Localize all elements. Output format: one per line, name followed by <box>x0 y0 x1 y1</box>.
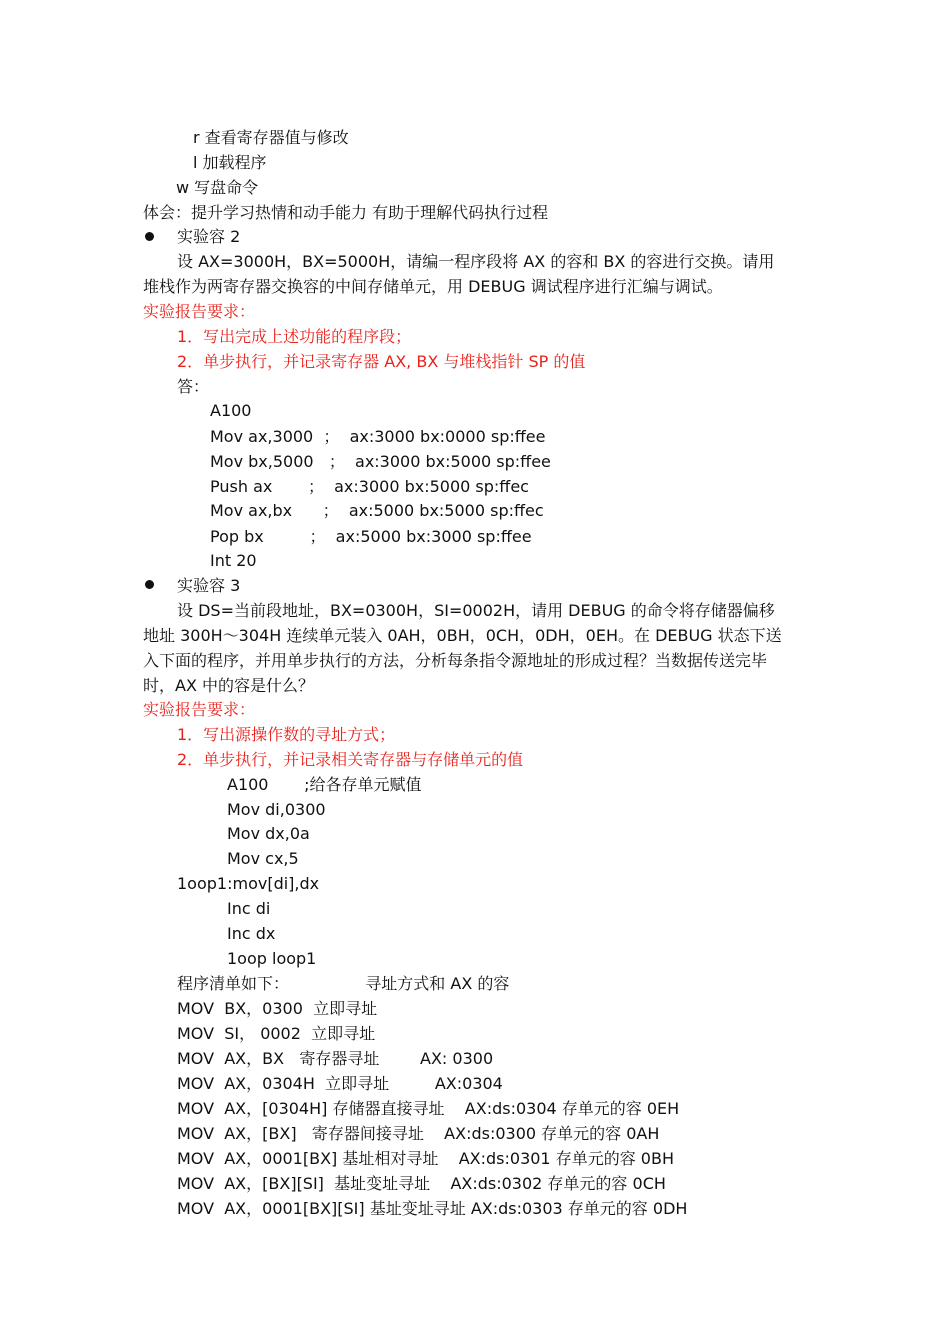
exp2-answer-label: 答： <box>177 377 210 396</box>
listing-row: MOV AX，BX 寄存器寻址 AX: 0300 <box>177 1049 494 1068</box>
listing-row: MOV AX，0304H 立即寻址 AX:0304 <box>177 1074 503 1093</box>
exp3-code-line: A100 ;给各存单元赋值 <box>227 775 422 794</box>
exp3-code-line: Mov di,0300 <box>227 800 326 819</box>
bullet-exp2 <box>145 232 154 241</box>
listing-row: MOV AX，[0304H] 存储器直接寻址 AX:ds:0304 存单元的容 0EH <box>177 1099 680 1118</box>
bullet-exp3 <box>145 580 154 589</box>
exp3-desc-4: 时，AX 中的容是什么？ <box>143 676 314 695</box>
exp3-title: 实验容 3 <box>177 576 241 595</box>
exp2-desc-1: 设 AX=3000H，BX=5000H，请编一程序段将 AX 的容和 BX 的容进行交换。请用 <box>177 252 775 271</box>
exp2-code-line: Mov ax,bx ； ax:5000 bx:5000 sp:ffec <box>210 501 544 520</box>
exp3-code-line: 1oop loop1 <box>227 949 317 968</box>
exp2-desc-2: 堆栈作为两寄存器交换容的中间存储单元，用 DEBUG 调试程序进行汇编与调试。 <box>143 277 723 296</box>
reflection-line: 体会：提升学习热情和动手能力 有助于理解代码执行过程 <box>143 203 549 222</box>
tool-r-line: r 查看寄存器值与修改 <box>193 128 349 147</box>
listing-row: MOV AX，[BX][SI] 基址变址寻址 AX:ds:0302 存单元的容 0CH <box>177 1174 666 1193</box>
exp3-code-line: Inc dx <box>227 924 276 943</box>
exp2-req-2: 2．单步执行，并记录寄存器 AX, BX 与堆栈指针 SP 的值 <box>177 352 586 371</box>
listing-row: MOV AX，[BX] 寄存器间接寻址 AX:ds:0300 存单元的容 0AH <box>177 1124 660 1143</box>
exp3-desc-1: 设 DS=当前段地址，BX=0300H，SI=0002H，请用 DEBUG 的命令将存储器偏移 <box>177 601 775 620</box>
exp3-code-line: Mov cx,5 <box>227 849 299 868</box>
tool-l-line: l 加载程序 <box>193 153 267 172</box>
exp3-code-line: 1oop1:mov[di],dx <box>177 874 320 893</box>
listing-row: MOV AX，0001[BX][SI] 基址变址寻址 AX:ds:0303 存单元的容 0DH <box>177 1199 688 1218</box>
exp2-code-line: Mov bx,5000 ； ax:3000 bx:5000 sp:ffee <box>210 452 551 471</box>
listing-header: 程序清单如下： 寻址方式和 AX 的容 <box>177 974 510 993</box>
exp3-code-line: Inc di <box>227 899 271 918</box>
exp3-code-line: Mov dx,0a <box>227 824 310 843</box>
exp2-code-line: Int 20 <box>210 551 257 570</box>
exp3-req-title: 实验报告要求： <box>143 700 256 719</box>
listing-row: MOV SI， 0002 立即寻址 <box>177 1024 376 1043</box>
exp3-desc-2: 地址 300H～304H 连续单元装入 0AH，0BH，0CH，0DH，0EH。在 DEBUG 状态下送 <box>143 626 782 645</box>
exp2-code-line: Mov ax,3000 ； ax:3000 bx:0000 sp:ffee <box>210 427 546 446</box>
exp3-desc-3: 入下面的程序，并用单步执行的方法，分析每条指令源地址的形成过程？当数据传送完毕 <box>143 651 768 670</box>
exp2-title: 实验容 2 <box>177 227 241 246</box>
tool-w-line: w 写盘命令 <box>176 178 259 197</box>
exp3-req-1: 1．写出源操作数的寻址方式； <box>177 725 396 744</box>
exp3-req-2: 2．单步执行，并记录相关寄存器与存储单元的值 <box>177 750 524 769</box>
exp2-req-1: 1．写出完成上述功能的程序段； <box>177 327 412 346</box>
exp2-code-line: Push ax ； ax:3000 bx:5000 sp:ffec <box>210 477 529 496</box>
exp2-req-title: 实验报告要求： <box>143 302 256 321</box>
listing-row: MOV AX，0001[BX] 基址相对寻址 AX:ds:0301 存单元的容 0BH <box>177 1149 674 1168</box>
exp2-code-line: Pop bx ； ax:5000 bx:3000 sp:ffee <box>210 527 532 546</box>
listing-row: MOV BX，0300 立即寻址 <box>177 999 378 1018</box>
exp2-code-line: A100 <box>210 401 252 420</box>
